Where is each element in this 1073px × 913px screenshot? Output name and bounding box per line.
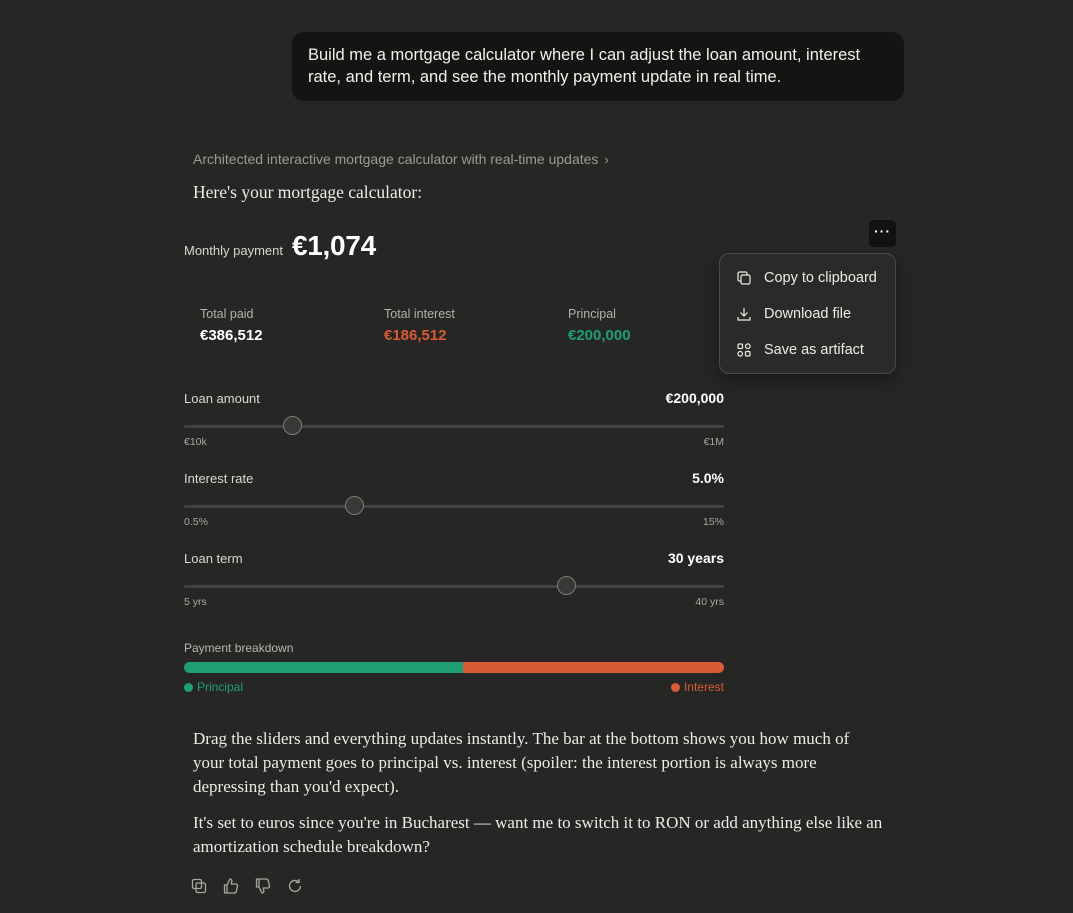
menu-item-download[interactable]: [720, 296, 895, 332]
thinking-summary[interactable]: [193, 151, 609, 167]
menu-item-save-artifact[interactable]: [720, 332, 895, 368]
slider-max-label: €1M: [703, 436, 724, 448]
breakdown-title: Payment breakdown: [184, 641, 294, 655]
menu-item-label: Save as artifact: [764, 342, 864, 358]
thinking-summary-text: Architected interactive mortgage calculator with real-time updates: [193, 151, 599, 167]
slider-track[interactable]: [184, 505, 724, 508]
slider-value: 30 years: [667, 550, 724, 566]
legend-label: Interest: [683, 680, 724, 694]
slider-min-label: 5 yrs: [184, 596, 207, 608]
menu-item-label: Copy to clipboard: [764, 270, 877, 286]
legend-label: Principal: [197, 680, 244, 694]
slider-min-label: 0.5%: [184, 516, 208, 528]
stat-value: €386,512: [200, 327, 263, 344]
slider-value: €200,000: [665, 390, 724, 406]
artifact-icon: [736, 342, 752, 358]
legend-principal: [184, 680, 243, 694]
slider-thumb[interactable]: [345, 496, 364, 515]
slider-thumb[interactable]: [283, 416, 302, 435]
stat-principal: [568, 307, 631, 344]
stat-label: Total paid: [200, 307, 254, 321]
stat-value: €186,512: [384, 327, 447, 344]
legend-dot: [184, 683, 193, 692]
stat-label: Total interest: [384, 307, 455, 321]
stat-label: Principal: [568, 307, 616, 321]
slider-track[interactable]: [184, 585, 724, 588]
breakdown-bar-interest: [463, 662, 724, 673]
assistant-paragraph: It's set to euros since you're in Bucharest — want me to switch it to RON or add anything else like an amortization schedule breakdown?: [193, 813, 883, 856]
message-actions: [190, 877, 304, 895]
breakdown-bar: [184, 662, 724, 673]
slider-track[interactable]: [184, 425, 724, 428]
monthly-payment-value: €1,074: [292, 230, 376, 261]
menu-item-label: Download file: [764, 306, 852, 322]
slider-label: Interest rate: [184, 471, 254, 486]
legend-interest: [671, 680, 724, 694]
payment-breakdown: [184, 641, 724, 694]
slider-thumb[interactable]: [557, 576, 576, 595]
assistant-intro: Here's your mortgage calculator:: [193, 182, 423, 202]
options-menu: [719, 253, 896, 374]
stat-value: €200,000: [568, 327, 631, 344]
menu-item-copy[interactable]: [720, 260, 895, 296]
more-options-button[interactable]: ···: [869, 220, 896, 247]
stat-total-paid: [200, 307, 263, 344]
legend-dot: [671, 683, 680, 692]
assistant-paragraph: Drag the sliders and everything updates instantly. The bar at the bottom shows you how much of your total payment goes to principal vs. interest (spoiler: the interest portion is always more depressing than you'd expect).: [193, 729, 850, 796]
loan-term-slider: [184, 550, 724, 608]
thumbs-down-icon[interactable]: [254, 877, 272, 895]
slider-min-label: €10k: [184, 436, 207, 448]
slider-value: 5.0%: [692, 470, 724, 486]
stat-total-interest: [384, 307, 455, 344]
download-icon: [736, 306, 752, 322]
thumbs-up-icon[interactable]: [222, 877, 240, 895]
slider-label: Loan term: [184, 551, 243, 566]
slider-label: Loan amount: [184, 391, 260, 406]
slider-max-label: 15%: [702, 516, 724, 528]
copy-icon[interactable]: [190, 877, 208, 895]
interest-rate-slider: [184, 470, 724, 528]
monthly-payment: [184, 230, 376, 262]
user-message: Build me a mortgage calculator where I can adjust the loan amount, interest rate, and term, and see the monthly payment update in real time.: [292, 32, 904, 101]
breakdown-bar-principal: [184, 662, 463, 673]
copy-icon: [736, 270, 752, 286]
monthly-payment-label: Monthly payment: [184, 243, 283, 258]
retry-icon[interactable]: [286, 877, 304, 895]
chevron-right-icon: ›: [604, 151, 609, 167]
loan-amount-slider: [184, 390, 724, 448]
slider-max-label: 40 yrs: [695, 596, 724, 608]
